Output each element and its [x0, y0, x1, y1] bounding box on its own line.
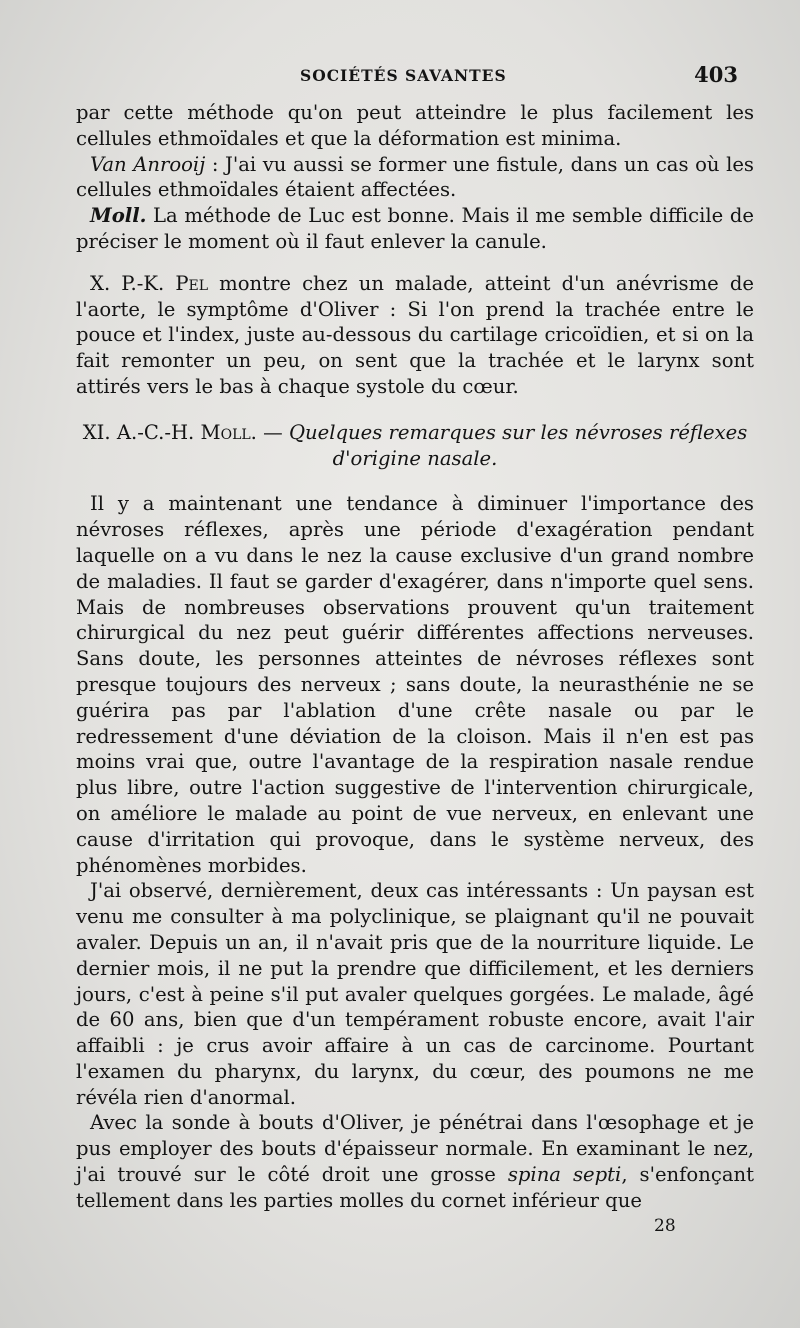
- paragraph-pel: [76, 271, 754, 400]
- paragraph-nevroses: Il y a maintenant une tendance à diminuer l'importance des névroses réflexes, après une période d'exagération pendant laquelle on a vu dans le nez la cause exclusive d'un grand nombre de maladies. Il faut se garder d'exagérer, dans n'importe quel sens. Mais de nombreuses observations prouvent qu'un traitement chirurgical du nez peut guérir différentes affections nerveuses. Sans doute, les personnes atteintes de névroses réflexes sont presque toujours des nerveux ; sans doute, la neurasthénie ne se guérira pas par l'ablation d'une crête nasale ou par le redressement d'une déviation de la cloison. Mais il n'en est pas moins vrai que, outre l'avantage de la respiration nasale rendue plus libre, outre l'action suggestive de l'intervention chirurgicale, on améliore le malade au point de vue nerveux, en enlevant une cause d'irritation qui provoque, dans le système nerveux, des phénomènes morbides.: [76, 492, 754, 877]
- author-name: Pel: [175, 271, 209, 295]
- signature-mark: 28: [654, 1216, 676, 1236]
- paragraph-text: montre chez un malade, atteint d'un anévrisme de l'aorte, le symptôme d'Oliver : Si l'on prend la trachée entre le pouce et l'index, juste au-dessous du cartilage cricoïdien, et si on la fait remonter un peu, on sent que la trachée et le larynx sont attirés vers le bas à chaque systole du cœur.: [76, 271, 754, 398]
- author-name: Moll: [200, 420, 251, 444]
- page-number: 403: [694, 62, 738, 87]
- speaker-name: Moll.: [90, 204, 147, 228]
- title-separator: . —: [250, 420, 289, 444]
- spacer: [76, 255, 754, 271]
- section-number: X. P.-K.: [90, 271, 176, 295]
- paragraph-moll: [76, 203, 754, 255]
- paragraph-text: , s'enfonçant tellement dans les parties molles du cornet inférieur que: [76, 1163, 754, 1212]
- page-header: [0, 62, 800, 92]
- spacer: [76, 400, 754, 420]
- paragraph-1: par cette méthode qu'on peut atteindre le plus facilement les cellules ethmoïdales et que la déformation est minima.: [76, 101, 754, 150]
- speaker-name: Van Anrooij: [90, 152, 206, 176]
- paragraph-cas: J'ai observé, dernièrement, deux cas intéressants : Un paysan est venu me consulter à ma polyclinique, se plaignant qu'il ne pouvait avaler. Depuis un an, il n'avait pris que de la nourriture liquide. Le dernier mois, il ne put la prendre que difficilement, et les derniers jours, c'est à peine s'il put avaler quelques gorgées. Le malade, âgé de 60 ans, bien que d'un tempérament robuste encore, avait l'air affaibli : je crus avoir affaire à un cas de carcinome. Pourtant l'examen du pharynx, du larynx, du cœur, des poumons ne me révéla rien d'anormal.: [76, 879, 754, 1109]
- section-title: [76, 420, 754, 472]
- page-body: [76, 100, 754, 1214]
- paragraph-text: Avec la sonde à bouts d'Oliver, je pénétrai dans l'œsophage et je pus employer des bouts d'épaisseur normale. En examinant le nez, j'ai trouvé sur le côté droit une grosse: [76, 1111, 754, 1187]
- paragraph-sonde: [76, 1110, 754, 1213]
- spacer: [76, 471, 754, 491]
- section-number: XI. A.-C.-H.: [82, 420, 201, 444]
- section-title-text: Quelques remarques sur les névroses réflexes d'origine nasale.: [288, 420, 748, 470]
- paragraph-text: : J'ai vu aussi se former une fistule, dans un cas où les cellules ethmoïdales étaient affectées.: [76, 152, 754, 202]
- paragraph-van-anrooij: [76, 152, 754, 204]
- latin-term: spina septi: [507, 1163, 622, 1187]
- running-head: SOCIÉTÉS SAVANTES: [300, 66, 507, 85]
- paragraph-text: La méthode de Luc est bonne. Mais il me semble difficile de préciser le moment où il faut enlever la canule.: [76, 204, 754, 253]
